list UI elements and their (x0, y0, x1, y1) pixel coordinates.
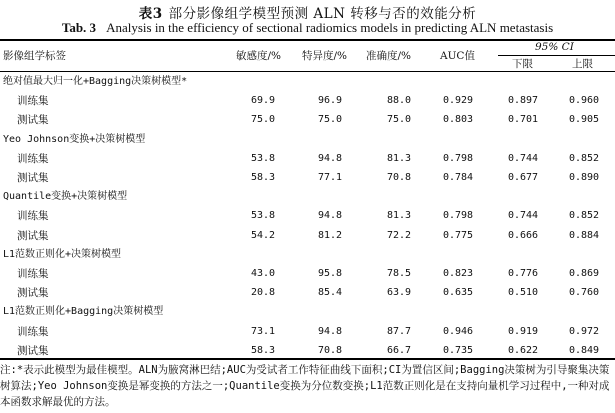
row-label: 测试集 (17, 287, 49, 300)
cell-hi: 0.849 (568, 344, 600, 356)
cell-hi: 0.905 (568, 114, 600, 126)
header-ci-lower: 下限 (512, 58, 533, 70)
ci-rule (498, 55, 615, 56)
cell-acc: 63.9 (386, 287, 412, 299)
cell-spec: 85.4 (317, 287, 343, 299)
cell-hi: 0.972 (568, 325, 600, 337)
cell-acc: 81.3 (386, 210, 412, 222)
row-label: 训练集 (17, 152, 49, 165)
cell-lo: 0.897 (507, 95, 539, 107)
group-title: L1范数正则化+决策树模型 (3, 248, 122, 260)
cell-acc: 88.0 (386, 95, 412, 107)
header-rule (0, 71, 615, 72)
cell-acc: 78.5 (386, 268, 412, 279)
cell-hi: 0.869 (568, 268, 600, 279)
row-label: 训练集 (17, 95, 49, 108)
cell-auc: 0.803 (442, 114, 474, 126)
cell-sens: 53.8 (250, 152, 276, 164)
top-rule (0, 39, 615, 41)
cell-acc: 66.7 (386, 344, 412, 356)
row-label: 训练集 (17, 268, 49, 280)
caption-en-text: Analysis in the efficiency of sectional radiomics models in predicting ALN metastasis (106, 20, 554, 35)
cell-spec: 75.0 (317, 114, 343, 126)
row-label: 测试集 (17, 229, 49, 242)
cell-sens: 58.3 (250, 344, 276, 356)
cell-spec: 95.8 (317, 268, 343, 279)
cell-auc: 0.775 (442, 229, 474, 241)
cell-spec: 70.8 (317, 344, 343, 356)
cell-lo: 0.622 (507, 344, 539, 356)
cell-spec: 94.8 (317, 325, 343, 337)
group-title: Yeo Johnson变换+决策树模型 (3, 133, 146, 145)
cell-lo: 0.919 (507, 325, 539, 337)
cell-auc: 0.823 (442, 268, 474, 279)
cell-spec: 81.2 (317, 229, 343, 241)
cell-auc: 0.735 (442, 344, 474, 356)
cell-sens: 53.8 (250, 210, 276, 222)
cell-hi: 0.884 (568, 229, 600, 241)
header-ci: 95% CI (535, 41, 574, 53)
caption-cn-text: 部分影像组学模型预测 ALN 转移与否的效能分析 (168, 6, 477, 22)
cell-sens: 43.0 (250, 268, 276, 279)
header-label: 影像组学标签 (3, 50, 66, 62)
cell-sens: 20.8 (250, 287, 276, 299)
header-specificity: 特异度/% (302, 50, 348, 62)
cell-sens: 54.2 (250, 229, 276, 241)
cell-hi: 0.852 (568, 210, 600, 222)
cell-lo: 0.666 (507, 229, 539, 241)
cell-hi: 0.890 (568, 172, 600, 183)
group-title: 绝对值最大归一化+Bagging决策树模型* (3, 76, 188, 87)
cell-spec: 94.8 (317, 210, 343, 222)
row-label: 训练集 (17, 325, 49, 338)
cell-acc: 87.7 (386, 325, 412, 337)
table-footnote: 注:*表示此模型为最佳模型。ALN为腋窝淋巴结;AUC为受试者工作特征曲线下面积;CI为置信区间;Bagging决策树为引导聚集决策树算法;Yeo Johnson变换是幂变换的方法之一;Quantile变换为分位数变换;L1范数正则化是在支持向量机学习过程中,一种对成本函数求解最优的方法。 (0, 364, 610, 408)
header-accuracy: 准确度/% (366, 50, 412, 62)
cell-lo: 0.744 (507, 152, 539, 164)
row-label: 测试集 (17, 172, 49, 184)
cell-acc: 70.8 (386, 172, 412, 183)
cell-sens: 73.1 (250, 325, 276, 337)
cell-hi: 0.852 (568, 152, 600, 164)
header-ci-upper: 上限 (572, 58, 593, 70)
cell-spec: 94.8 (317, 152, 343, 164)
group-title: Quantile变换+决策树模型 (3, 191, 128, 203)
cell-lo: 0.776 (507, 268, 539, 279)
bottom-rule (0, 358, 615, 360)
header-auc: AUC值 (440, 50, 475, 62)
cell-lo: 0.744 (507, 210, 539, 222)
caption-cn-label: 表3 (138, 6, 163, 22)
header-sensitivity: 敏感度/% (236, 50, 282, 62)
cell-sens: 75.0 (250, 114, 276, 126)
cell-acc: 81.3 (386, 152, 412, 164)
row-label: 测试集 (17, 114, 49, 127)
cell-lo: 0.701 (507, 114, 539, 126)
table-caption-en (0, 20, 615, 36)
cell-spec: 96.9 (317, 95, 343, 107)
row-label: 训练集 (17, 210, 49, 223)
cell-hi: 0.760 (568, 287, 600, 299)
cell-sens: 69.9 (250, 95, 276, 107)
cell-auc: 0.798 (442, 152, 474, 164)
cell-auc: 0.946 (442, 325, 474, 337)
cell-lo: 0.677 (507, 172, 539, 183)
row-label: 测试集 (17, 344, 49, 357)
cell-hi: 0.960 (568, 95, 600, 107)
cell-auc: 0.635 (442, 287, 474, 299)
cell-sens: 58.3 (250, 172, 276, 183)
cell-auc: 0.798 (442, 210, 474, 222)
cell-spec: 77.1 (317, 172, 343, 183)
cell-acc: 72.2 (386, 229, 412, 241)
table-caption-cn (0, 2, 615, 22)
caption-en-label: Tab. 3 (61, 20, 97, 35)
cell-acc: 75.0 (386, 114, 412, 126)
cell-auc: 0.784 (442, 172, 474, 183)
cell-auc: 0.929 (442, 95, 474, 107)
cell-lo: 0.510 (507, 287, 539, 299)
group-title: L1范数正则化+Bagging决策树模型 (3, 306, 164, 318)
